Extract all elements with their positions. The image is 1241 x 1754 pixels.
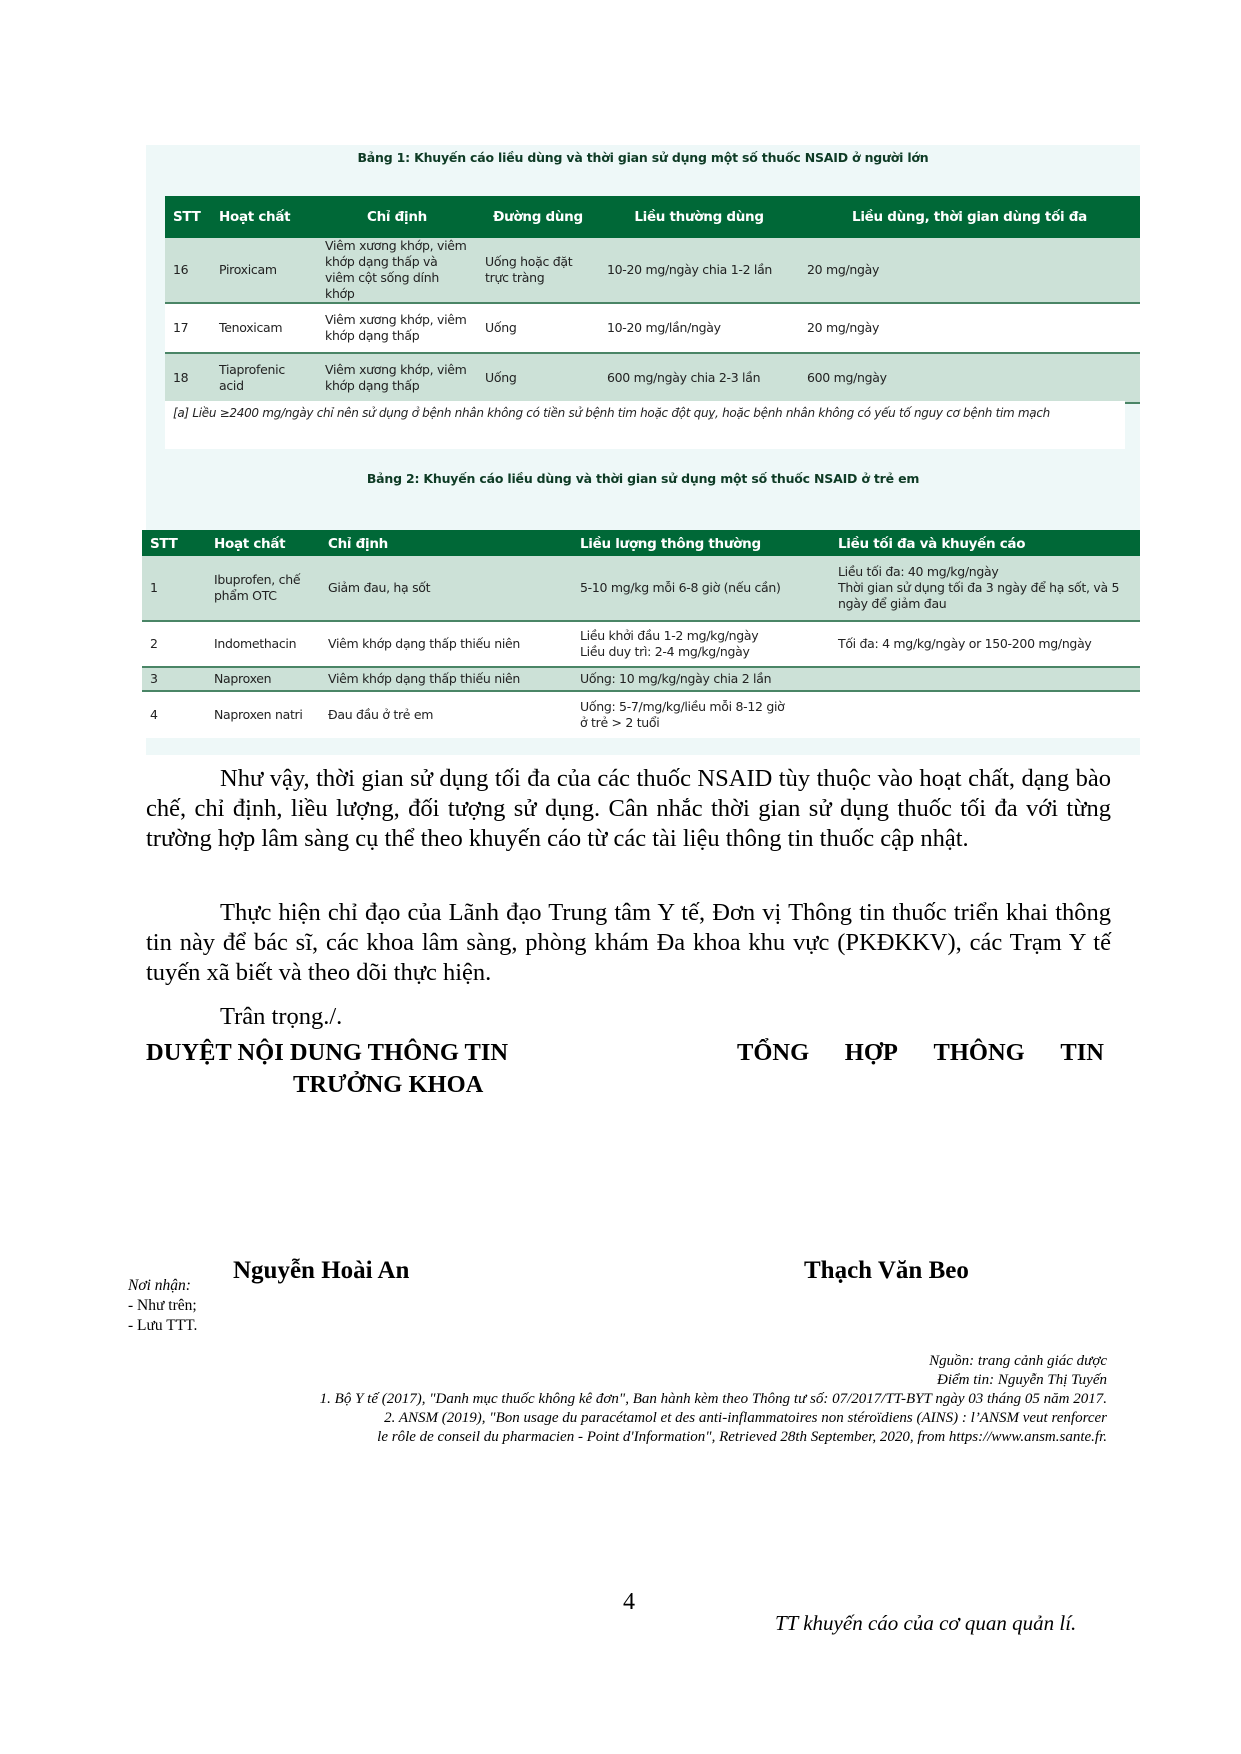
cell-stt: 17	[165, 303, 211, 353]
cell-drug: Naproxen natri	[206, 691, 320, 738]
cell-usual-dose: 10-20 mg/lần/ngày	[599, 303, 799, 353]
cell-stt: 4	[142, 691, 206, 738]
approver-subtitle: TRƯỞNG KHOA	[293, 1071, 484, 1098]
cell-max-dose: 20 mg/ngày	[799, 303, 1140, 353]
cell-stt: 2	[142, 621, 206, 667]
conclusion-paragraph	[146, 764, 1111, 854]
column-header: Đường dùng	[477, 196, 599, 238]
cell-indication: Viêm xương khớp, viêm khớp dạng thấp	[317, 303, 477, 353]
cell-drug: Naproxen	[206, 667, 320, 691]
table2-title: Bảng 2: Khuyến cáo liều dùng và thời gian sử dụng một số thuốc NSAID ở trẻ em	[366, 471, 920, 486]
table1-footnote: [a] Liều ≥2400 mg/ngày chỉ nên sử dụng ở bệnh nhân không có tiền sử bệnh tim hoặc đột quỵ, hoặc bệnh nhân không có yếu tố nguy cơ bệnh tim mạch	[165, 401, 1125, 449]
cell-stt: 18	[165, 353, 211, 403]
table-row	[142, 621, 1140, 667]
column-header: Liều tối đa và khuyến cáo	[830, 530, 1140, 556]
compiler-title-word: TIN	[1060, 1039, 1104, 1066]
compiler-title-word: HỢP	[844, 1039, 898, 1066]
recipients-block	[128, 1276, 197, 1336]
cell-stt: 3	[142, 667, 206, 691]
compiler-title-word: TỔNG	[737, 1039, 810, 1066]
compiler-name: Thạch Văn Beo	[804, 1257, 969, 1284]
cell-indication: Viêm xương khớp, viêm khớp dạng thấp và viêm cột sống dính khớp	[317, 238, 477, 303]
table-row	[165, 303, 1140, 353]
recipients-label: Nơi nhận:	[128, 1277, 191, 1294]
column-header: Hoạt chất	[206, 530, 320, 556]
cell-indication: Giảm đau, hạ sốt	[320, 556, 572, 621]
footer-note: TT khuyến cáo của cơ quan quản lí.	[775, 1611, 1077, 1635]
cell-stt: 16	[165, 238, 211, 303]
cell-max-dose: 20 mg/ngày	[799, 238, 1140, 303]
column-header: Liều lượng thông thường	[572, 530, 830, 556]
cell-drug: Piroxicam	[211, 238, 317, 303]
column-header: Liều thường dùng	[599, 196, 799, 238]
cell-stt: 1	[142, 556, 206, 621]
cell-drug: Ibuprofen, chế phẩm OTC	[206, 556, 320, 621]
cell-max-dose	[830, 667, 1140, 691]
cell-max-dose: Liều tối đa: 40 mg/kg/ngày Thời gian sử dụng tối đa 3 ngày để hạ sốt, và 5 ngày để giảm đau	[830, 556, 1140, 621]
cell-route: Uống	[477, 303, 599, 353]
table-header-row	[142, 530, 1140, 556]
paragraph-text: Thực hiện chỉ đạo của Lãnh đạo Trung tâm Y tế, Đơn vị Thông tin thuốc triển khai thông tin này để bác sĩ, các khoa lâm sàng, phòng khám Đa khoa khu vực (PKĐKKV), các Trạm Y tế tuyến xã biết và theo dõi thực hiện.	[146, 899, 1111, 986]
cell-max-dose	[830, 691, 1140, 738]
cell-usual-dose: 5-10 mg/kg mỗi 6-8 giờ (nếu cần)	[572, 556, 830, 621]
reference-line: 2. ANSM (2019), "Bon usage du paracétamol et des anti-inflammatoires non stéroïdiens (AINS) : l’ANSM veut renforcer	[384, 1410, 1107, 1426]
adult-dosage-table	[165, 196, 1140, 404]
table-row	[142, 691, 1140, 738]
source-line: Nguồn: trang cảnh giác dược	[929, 1353, 1107, 1369]
table-row	[142, 556, 1140, 621]
column-header: STT	[165, 196, 211, 238]
column-header: Hoạt chất	[211, 196, 317, 238]
cell-usual-dose: Liều khởi đầu 1-2 mg/kg/ngày Liều duy trì: 2-4 mg/kg/ngày	[572, 621, 830, 667]
column-header: Chỉ định	[320, 530, 572, 556]
cell-indication: Đau đầu ở trẻ em	[320, 691, 572, 738]
compiler-title	[737, 1037, 1104, 1069]
table-row	[165, 353, 1140, 403]
cell-max-dose: 600 mg/ngày	[799, 353, 1140, 403]
column-header: Liều dùng, thời gian dùng tối đa	[799, 196, 1140, 238]
cell-usual-dose: Uống: 10 mg/kg/ngày chia 2 lần	[572, 667, 830, 691]
recipient-item: - Lưu TTT.	[128, 1317, 198, 1334]
paragraph-text: Như vậy, thời gian sử dụng tối đa của các thuốc NSAID tùy thuộc vào hoạt chất, dạng bào chế, chỉ định, liều lượng, đối tượng sử dụng. Cân nhắc thời gian sử dụng thuốc tối đa với từng trường hợp lâm sàng cụ thể theo khuyến cáo từ các tài liệu thông tin thuốc cập nhật.	[146, 765, 1111, 852]
nsaid-tables-figure	[146, 145, 1140, 755]
cell-indication: Viêm khớp dạng thấp thiếu niên	[320, 621, 572, 667]
compiler-title-word: THÔNG	[933, 1039, 1025, 1066]
recipient-item: - Như trên;	[128, 1297, 197, 1314]
cell-usual-dose: Uống: 5-7/mg/kg/liều mỗi 8-12 giờ ở trẻ > 2 tuổi	[572, 691, 830, 738]
sources-block	[147, 1352, 1107, 1447]
table-header-row	[165, 196, 1140, 238]
cell-route: Uống	[477, 353, 599, 403]
cell-route: Uống hoặc đặt trực tràng	[477, 238, 599, 303]
cell-drug: Tenoxicam	[211, 303, 317, 353]
reference-line: 1. Bộ Y tế (2017), "Danh mục thuốc không kê đơn", Ban hành kèm theo Thông tư số: 07/2017/TT-BYT ngày 03 tháng 05 năm 2017.	[319, 1391, 1107, 1407]
table1-title: Bảng 1: Khuyến cáo liều dùng và thời gian sử dụng một số thuốc NSAID ở người lớn	[357, 150, 929, 165]
table-row	[142, 667, 1140, 691]
column-header: STT	[142, 530, 206, 556]
cell-usual-dose: 10-20 mg/ngày chia 1-2 lần	[599, 238, 799, 303]
approver-title: DUYỆT NỘI DUNG THÔNG TIN	[146, 1039, 509, 1066]
page-number: 4	[623, 1589, 635, 1615]
cell-drug: Tiaprofenic acid	[211, 353, 317, 403]
cell-indication: Viêm xương khớp, viêm khớp dạng thấp	[317, 353, 477, 403]
table-row	[165, 238, 1140, 303]
approver-name: Nguyễn Hoài An	[233, 1257, 410, 1284]
implementation-paragraph	[146, 898, 1111, 988]
source-line: Điểm tin: Nguyễn Thị Tuyến	[937, 1372, 1107, 1388]
reference-line: le rôle de conseil du pharmacien - Point d'Information", Retrieved 28th September, 2020, from https://www.ansm.sante.fr.	[377, 1429, 1107, 1445]
child-dosage-table	[142, 530, 1140, 738]
closing-salutation: Trân trọng./.	[220, 1003, 343, 1030]
column-header: Chỉ định	[317, 196, 477, 238]
cell-usual-dose: 600 mg/ngày chia 2-3 lần	[599, 353, 799, 403]
cell-max-dose: Tối đa: 4 mg/kg/ngày or 150-200 mg/ngày	[830, 621, 1140, 667]
cell-indication: Viêm khớp dạng thấp thiếu niên	[320, 667, 572, 691]
cell-drug: Indomethacin	[206, 621, 320, 667]
